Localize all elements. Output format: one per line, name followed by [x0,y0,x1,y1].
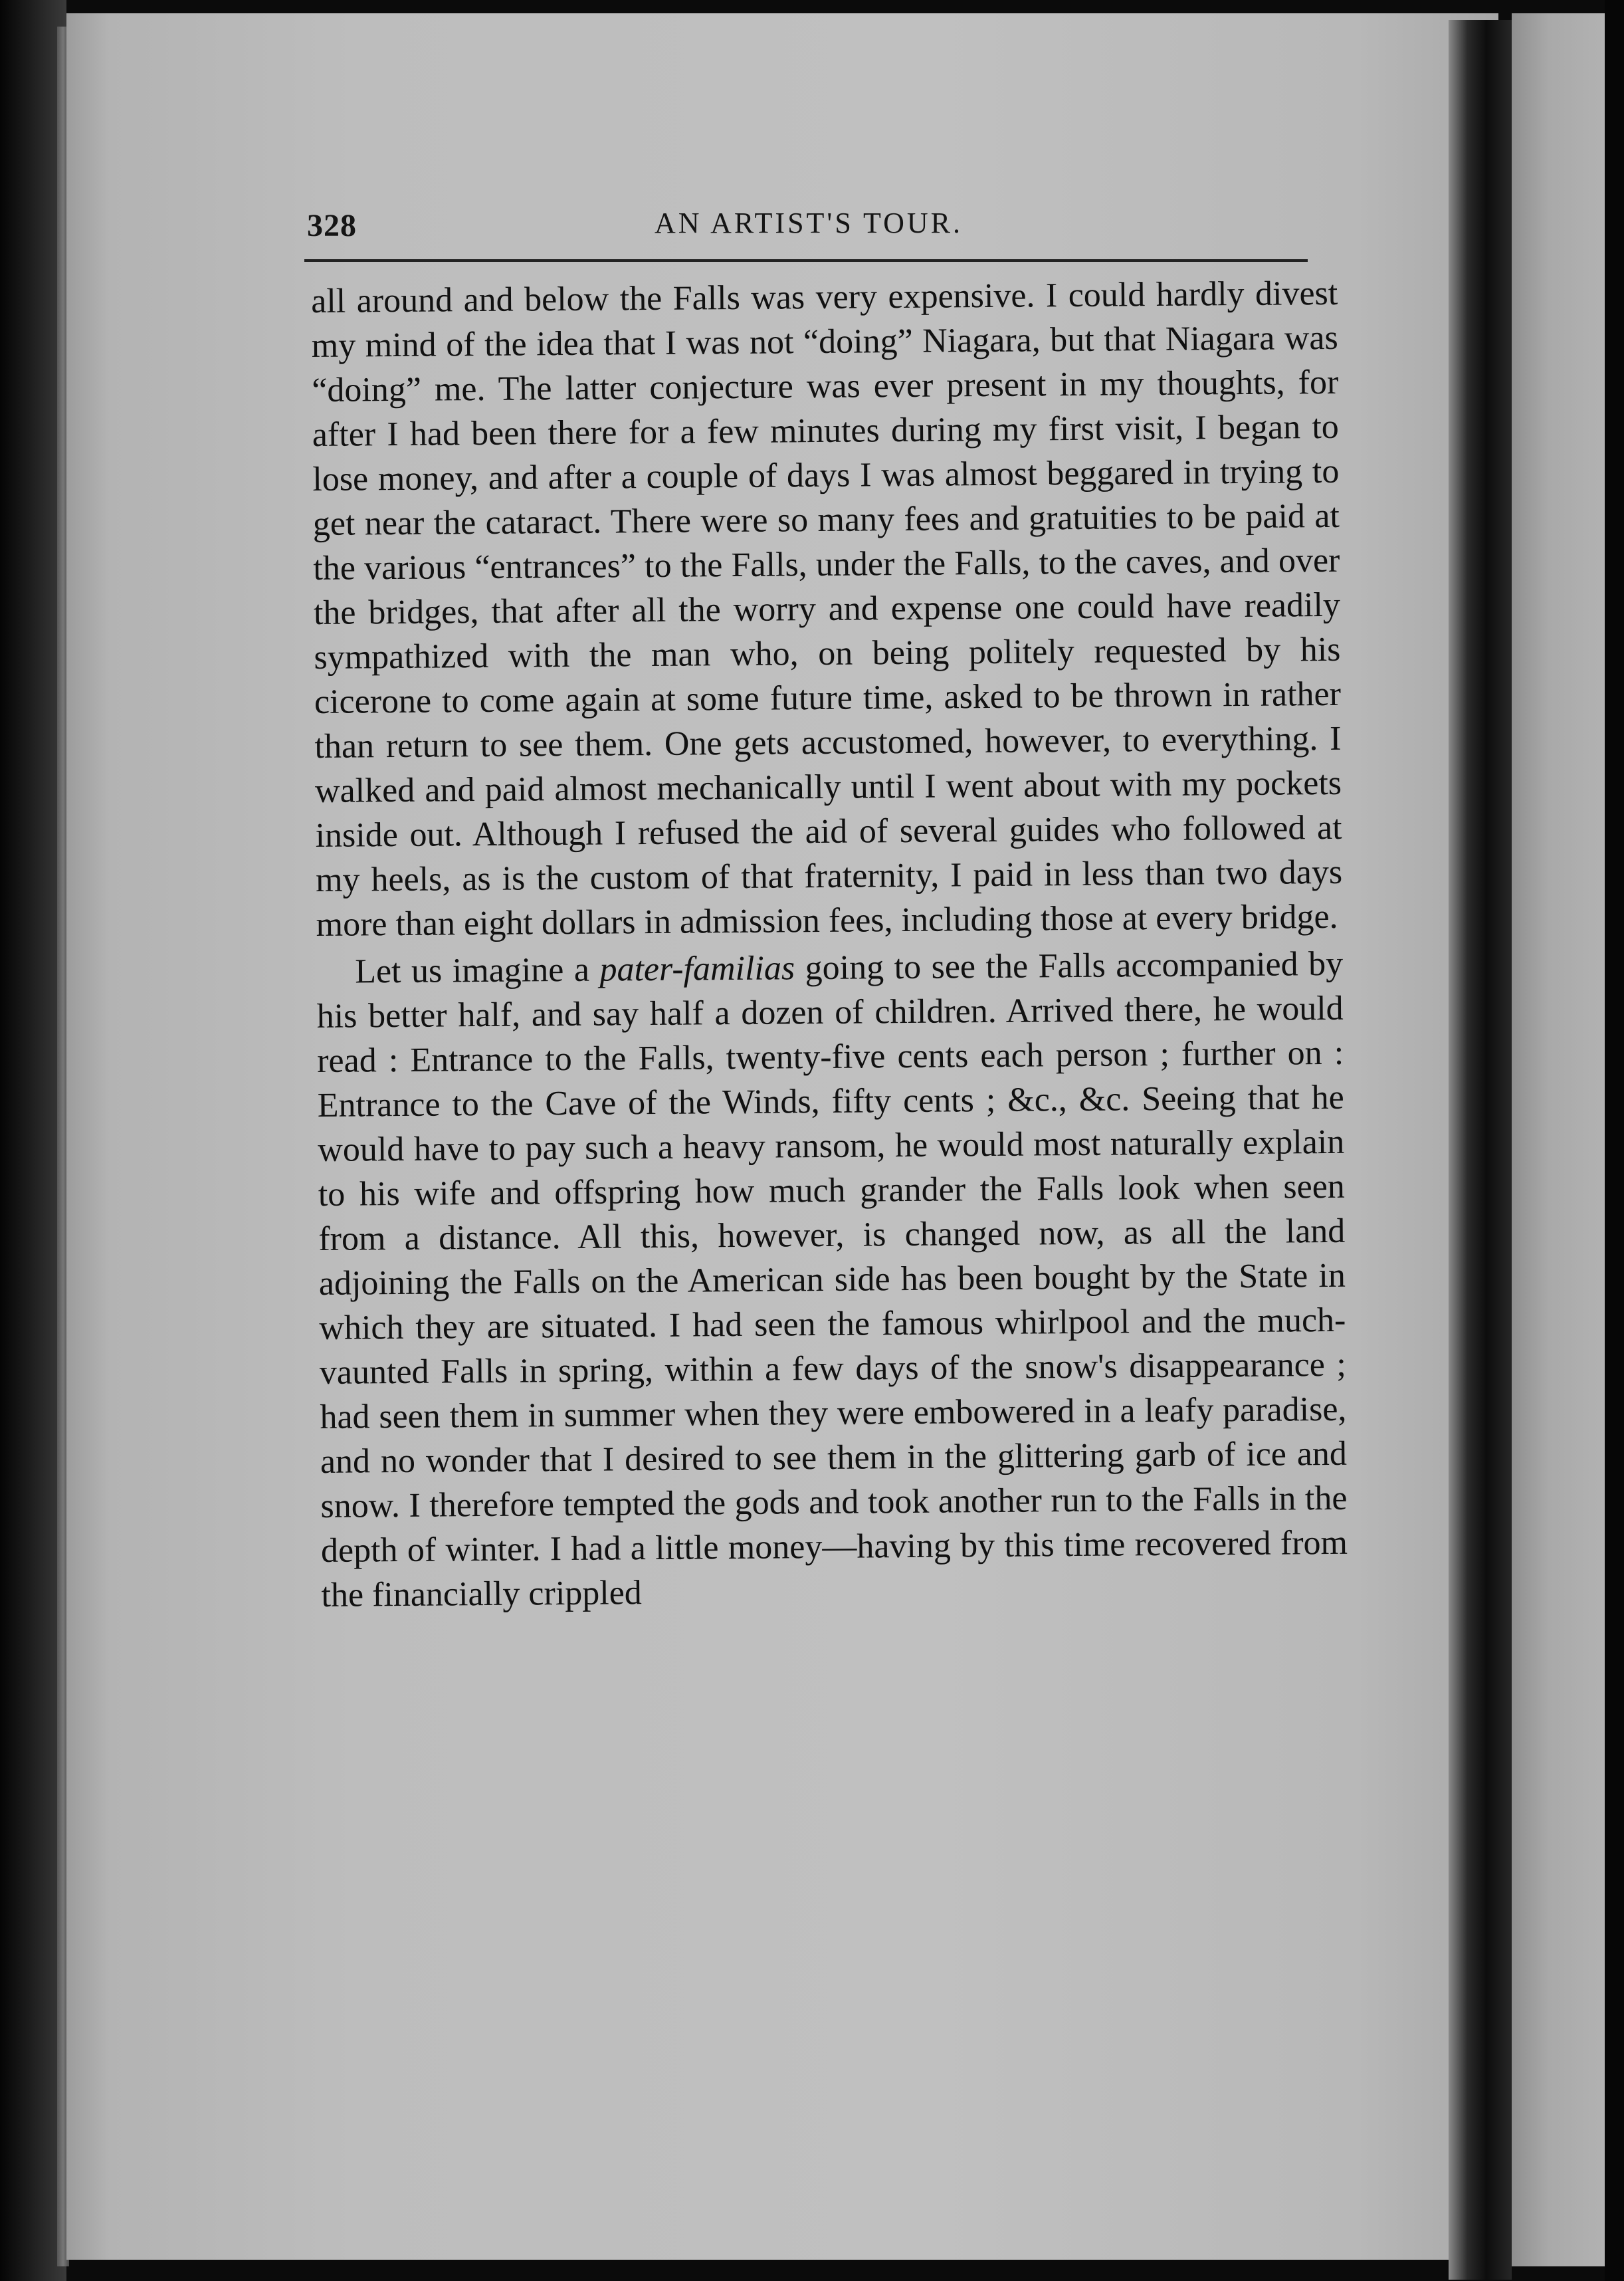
header-rule [304,259,1308,262]
paragraph-2-lead: Let us imagine a [354,950,600,991]
paragraph-1: all around and below the Falls was very expensive. I could hardly divest my mind of the idea that I was not “doing” Niagara, but that Niagara was “doing” me. The latter conjecture was ever present in my thoughts, for after I had been there for a few minutes during my first visit, I began to lose money, and after a couple of days I was almost beggared in trying to get near the cataract. There were so many fees and gratuities to be paid at the various “entrances” to the Falls, under the Falls, to the caves, and over the bridges, that after all the worry and expense one could have readily sympathized with the man who, on being politely requested by his cicerone to come again at some future time, asked to be thrown in rather than return to see them. One gets accustomed, however, to everything. I walked and paid almost mechanically until I went about with my pockets inside out. Although I refused the aid of several guides who followed at my heels, as is the custom of that fraternity, I paid in less than two days more than eight dollars in admission fees, including those at every bridge. [311,274,1343,944]
paragraph-2-rest: going to see the Falls accompanied by his better half, and say half a dozen of children. Arrived there, he would read : Entrance to the Falls, twenty-five cents each person ; further on : Entrance to the Cave of the Winds, fifty cents ; &c., &c. Seeing that he would have to pay such a heavy ransom, he would most naturally explain to his wife and offspring how much grander the Falls look when seen from a distance. All this, however, is changed now, as all the land adjoining the Falls on the American side has been bought by the State in which they are situated. I had seen the famous whirlpool and the much-vaunted Falls in spring, within a few days of the snow's disappearance ; had seen them in summer when they were embowered in a leafy paradise, and no wonder that I desired to see them in the glittering garb of ice and snow. I therefore tempted the gods and took another run to the Falls in the depth of winter. I had a little money—having by this time recovered from the financially crippled [316,944,1348,1614]
body-text [311,271,1348,1618]
running-head-title: AN ARTIST'S TOUR. [654,207,964,239]
page-number: 328 [307,208,357,243]
book-edge-right [1605,0,1624,2281]
running-head [307,199,1310,253]
book-edge-left [0,0,66,2281]
book-gutter [1449,20,1512,2280]
italic-term: pater-familias [599,949,795,989]
facing-page-edge [1512,13,1605,2266]
paragraph-2 [316,942,1348,1618]
